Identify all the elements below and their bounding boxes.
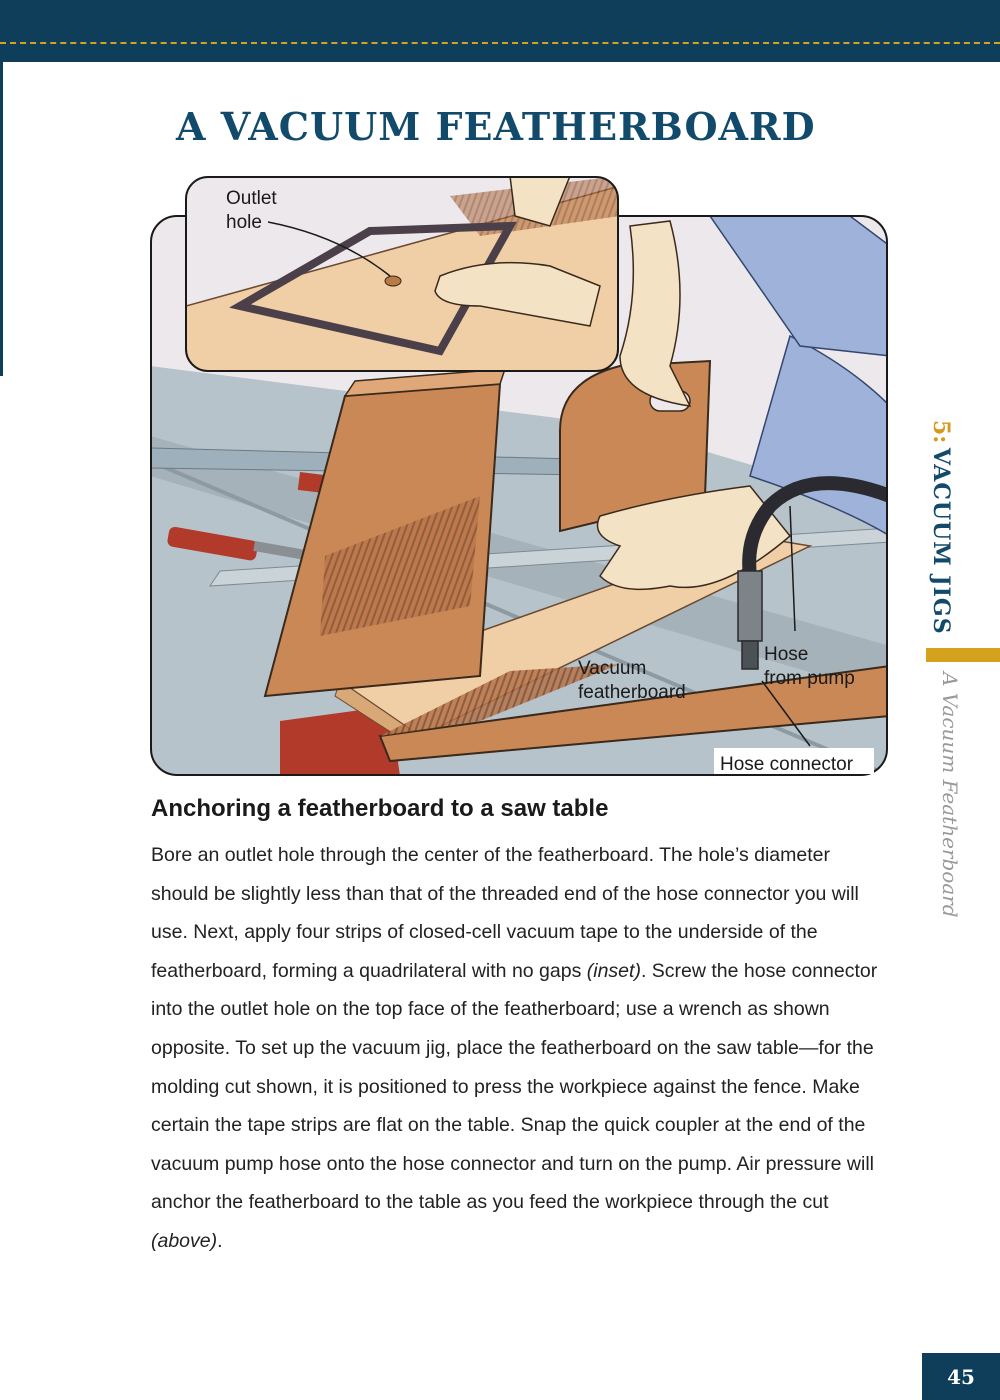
illustration-svg bbox=[150, 176, 890, 778]
body-text-above-ref: (above) bbox=[151, 1229, 218, 1252]
section-heading: Anchoring a featherboard to a saw table bbox=[151, 795, 609, 822]
body-text-part1: Bore an outlet hole through the center of the featherboard. The hole’s diameter should be slightly less than that of the threaded end of the hose connector you will use. Next, apply four strips of closed-cell vacuum tape to the underside of the featherboard, forming a quadrilateral with no gaps bbox=[151, 844, 859, 982]
top-header-band bbox=[0, 0, 1000, 62]
body-text-inset-ref: (inset) bbox=[586, 959, 641, 982]
body-text-part3: . bbox=[217, 1229, 223, 1252]
stitched-rule bbox=[0, 42, 1000, 44]
page-number: 45 bbox=[922, 1353, 1000, 1400]
body-text-part2: . Screw the hose connector into the outlet hole on the top face of the featherboard; use a wrench as shown opposite. To set up the vacuum jig, place the featherboard on the saw table—for the molding cut shown, it is positioned to press the workpiece against the fence. Make certain the tape strips are flat on the table. Snap the quick coupler at the end of the vacuum pump hose onto the hose connector and turn on the pump. Air pressure will anchor the featherboard to the table as you feed the workpiece through the cut bbox=[151, 959, 878, 1214]
chapter-label bbox=[928, 420, 954, 635]
callout-vacuum-featherboard-line1: Vacuum bbox=[578, 658, 647, 679]
callout-outlet-hole-line1: Outlet bbox=[226, 188, 277, 209]
callout-outlet-hole-line2: hole bbox=[226, 212, 262, 233]
callout-hose-connector: Hose connector bbox=[720, 754, 854, 775]
callout-hose-line1: Hose bbox=[764, 644, 809, 665]
chapter-title: VACUUM JIGS bbox=[928, 447, 954, 635]
running-section-title: A Vacuum Featherboard bbox=[938, 672, 962, 918]
page-title: A VACUUM FEATHERBOARD bbox=[176, 104, 816, 149]
body-paragraph bbox=[151, 836, 891, 1261]
callout-vacuum-featherboard-line2: featherboard bbox=[578, 682, 686, 703]
chapter-tab-rule bbox=[926, 648, 1000, 662]
chapter-number: 5: bbox=[928, 420, 954, 444]
callout-hose-line2: from pump bbox=[764, 668, 855, 689]
quick-coupler bbox=[738, 571, 762, 641]
hose-connector bbox=[742, 641, 758, 669]
featherboard-illustration bbox=[150, 176, 890, 778]
left-margin-rule bbox=[0, 62, 3, 376]
outlet-hole bbox=[385, 276, 401, 286]
